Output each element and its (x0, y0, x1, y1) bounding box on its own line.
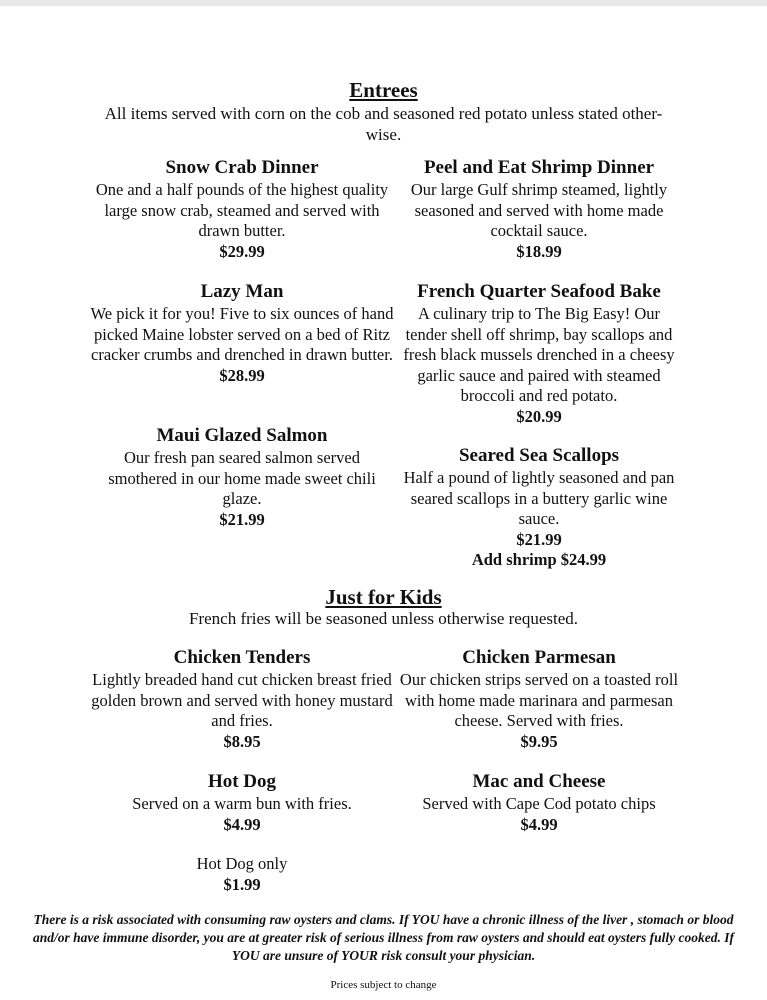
item-description: Our chicken strips served on a toasted roll with home made marinara and parmesan cheese. Served with fries. (399, 670, 679, 730)
menu-item-snow-crab (90, 157, 394, 262)
menu-item-maui-salmon (90, 425, 394, 530)
menu-item-mac-cheese (398, 771, 680, 835)
item-price: $4.99 (223, 814, 261, 834)
menu-item-chicken-parmesan (398, 647, 680, 752)
item-description: Our large Gulf shrimp steamed, lightly seasoned and served with home made cocktail sauce. (410, 180, 668, 240)
item-name: French Quarter Seafood Bake (417, 281, 661, 302)
item-price: $18.99 (516, 241, 562, 261)
item-description: Lightly breaded hand cut chicken breast fried golden brown and served with honey mustard and fries. (91, 670, 393, 730)
item-price: $8.95 (223, 731, 261, 751)
menu-item-peel-eat-shrimp (398, 157, 680, 262)
item-name: Chicken Parmesan (462, 647, 616, 668)
item-name: Hot Dog (207, 771, 277, 792)
item-name: Peel and Eat Shrimp Dinner (423, 157, 655, 178)
item-price: $1.99 (223, 875, 261, 894)
item-price: $20.99 (516, 406, 562, 426)
item-name: Seared Sea Scallops (458, 445, 620, 466)
menu-item-hot-dog (90, 771, 394, 835)
item-name: Hot Dog only (196, 854, 288, 873)
menu-item-chicken-tenders (90, 647, 394, 752)
item-price: $28.99 (219, 365, 265, 385)
item-price: $21.99 (219, 509, 265, 529)
item-description: Half a pound of lightly seasoned and pan seared scallops in a buttery garlic wine sauce. (403, 468, 675, 528)
item-name: Lazy Man (200, 281, 284, 302)
kids-title: Just for Kids (325, 585, 442, 609)
menu-item-seafood-bake (398, 281, 680, 427)
item-price: $4.99 (520, 814, 558, 834)
item-price: $21.99 (516, 529, 562, 549)
item-description: We pick it for you! Five to six ounces of hand picked Maine lobster served on a bed of Ritz cracker crumbs and drenched in drawn butter. (90, 304, 394, 364)
item-name: Snow Crab Dinner (165, 157, 319, 178)
menu-item-hot-dog-only (90, 853, 394, 895)
item-extra-price: Add shrimp $24.99 (471, 550, 607, 569)
raw-oyster-disclaimer: There is a risk associated with consuming raw oysters and clams. If YOU have a chronic illness of the liver , stomach or blood and/or have immune disorder, you are at greater risk of serious illness from raw oysters and should eat oysters fully cooked. If YOU are unsure of YOUR risk consult your physician. (33, 912, 734, 963)
menu-item-lazy-man (90, 281, 394, 386)
menu-item-sea-scallops (398, 445, 680, 571)
item-price: $29.99 (219, 241, 265, 261)
item-name: Chicken Tenders (173, 647, 311, 668)
item-description: Our fresh pan seared salmon served smothered in our home made sweet chili glaze. (108, 448, 376, 508)
prices-subject-to-change-note: Prices subject to change (330, 979, 437, 991)
item-name: Mac and Cheese (472, 771, 606, 792)
entrees-note: All items served with corn on the cob and seasoned red potato unless stated other-wise. (104, 104, 663, 144)
kids-note: French fries will be seasoned unless otherwise requested. (189, 609, 578, 628)
item-description: A culinary trip to The Big Easy! Our tender shell off shrimp, bay scallops and fresh black mussels drenched in a cheesy garlic sauce and paired with steamed broccoli and red potato. (403, 304, 675, 405)
item-description: One and a half pounds of the highest quality large snow crab, steamed and served with drawn butter. (95, 180, 389, 240)
item-description: Served with Cape Cod potato chips (422, 794, 656, 813)
item-price: $9.95 (520, 731, 558, 751)
item-description: Served on a warm bun with fries. (132, 794, 352, 813)
item-name: Maui Glazed Salmon (156, 425, 328, 446)
entrees-title: Entrees (349, 78, 418, 102)
